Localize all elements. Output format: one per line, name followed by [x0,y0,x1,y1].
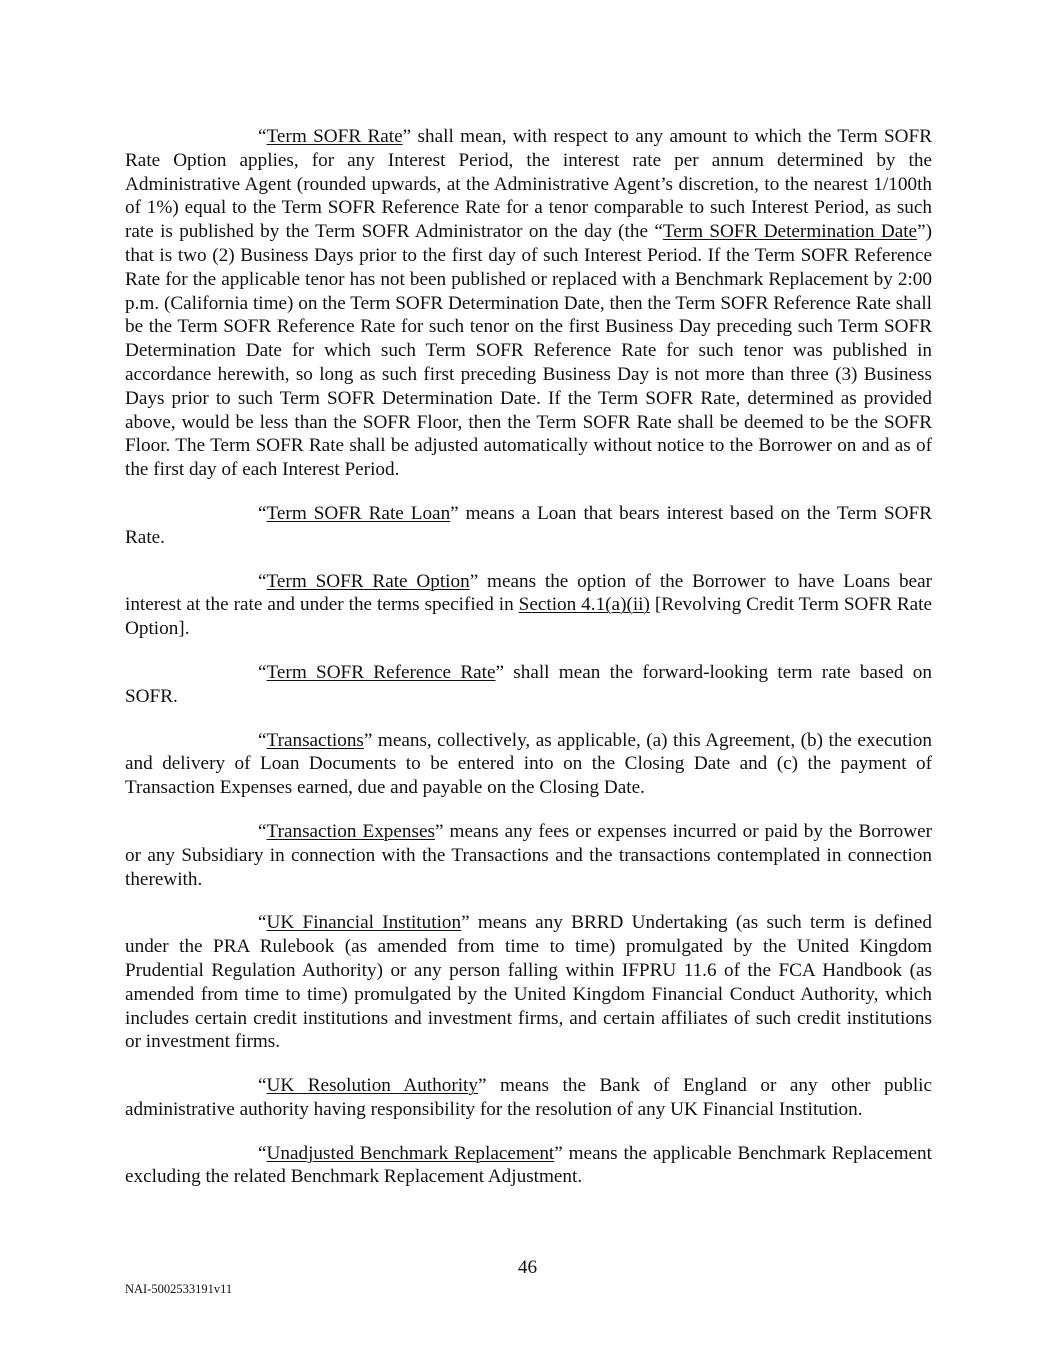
definition-transactions [125,729,932,800]
definition-transaction-expenses [125,820,932,891]
definition-text: ” means the applicable Benchmark Replacement excluding the related Benchmark Replacement Adjustment. [125,1142,932,1188]
definition-text: ” shall mean the forward-looking term rate based on SOFR. [125,661,932,707]
defined-term: Transactions [266,729,364,751]
defined-term: Term SOFR Rate [266,126,403,147]
section-reference: Section 4.1(a)(ii) [518,594,650,616]
definition-term-sofr-rate-option [125,570,932,641]
open-quote: “ [258,820,267,842]
definition-text: ” means, collectively, as applicable, (a) this Agreement, (b) the execution and delivery of Loan Documents to be entered into on the Closing Date and (c) the payment of Transaction Expenses earned, due and payable on the Closing Date. [125,729,932,799]
definition-text: ” means the option of the Borrower to have Loans bear interest at the rate and under the terms specified in [125,570,932,616]
definition-text-continued: [Revolving Credit Term SOFR Rate Option]. [125,594,932,640]
defined-term: UK Resolution Authority [266,1075,478,1097]
page-number: 46 [517,1257,538,1278]
defined-term: Term SOFR Reference Rate [266,661,496,683]
open-quote: “ [258,912,267,934]
definition-text: ” means any BRRD Undertaking (as such term is defined under the PRA Rulebook (as amended from time to time) promulgated by the United Kingdom Prudential Regulation Authority) or any person falling within IFPRU 11.6 of the FCA Handbook (as amended from time to time) promulgated by the United Kingdom Financial Conduct Authority, which includes certain credit institutions and investment firms, and certain affiliates of such credit institutions or investment firms. [125,912,933,1053]
open-quote: “ [258,502,267,524]
definition-term-sofr-rate [125,125,932,482]
defined-term: Term SOFR Rate Loan [266,502,451,524]
definition-text: ” means any fees or expenses incurred or paid by the Borrower or any Subsidiary in connection with the Transactions and the transactions contemplated in connection therewith. [125,820,932,890]
document-id: NAI-5002533191v11 [125,1282,233,1296]
definition-uk-resolution-authority [125,1074,932,1122]
defined-term: Transaction Expenses [266,820,435,842]
defined-term: Unadjusted Benchmark Replacement [266,1142,555,1164]
open-quote: “ [258,570,267,592]
definition-uk-financial-institution [125,911,932,1054]
definition-term-sofr-rate-loan [125,502,932,550]
inner-defined-term: Term SOFR Determination Date [662,221,918,243]
open-quote: “ [258,126,267,147]
open-quote: “ [258,1142,267,1164]
definition-text: ” means the Bank of England or any other public administrative authority having responsibility for the resolution of any UK Financial Institution. [125,1075,932,1120]
defined-term: UK Financial Institution [266,912,462,934]
definition-text: ” means a Loan that bears interest based on the Term SOFR Rate. [125,502,932,548]
definition-text: ” shall mean, with respect to any amount to which the Term SOFR Rate Option applies, for any Interest Period, the interest rate per annum determined by the Administrative Agent (rounded upwards, at the Administrative Agent’s discretion, to the nearest 1/100th of 1%) equal to the Term SOFR Reference Rate for a tenor comparable to such Interest Period, as such rate is published by the Term SOFR Administrator on the day (the “ [125,126,932,243]
defined-term: Term SOFR Rate Option [266,570,470,592]
open-quote: “ [258,661,267,683]
document-body [125,125,932,1209]
open-quote: “ [258,1075,267,1097]
open-quote: “ [258,729,267,751]
definition-unadjusted-benchmark-replacement [125,1142,932,1190]
definition-term-sofr-reference-rate [125,661,932,709]
definition-text-continued: ”) that is two (2) Business Days prior to the first day of such Interest Period. If the Term SOFR Reference Rate for the applicable tenor has not been published or replaced with a Benchmark Replacement by 2:00 p.m. (California time) on the Term SOFR Determination Date, then the Term SOFR Reference Rate shall be the Term SOFR Reference Rate for such tenor on the first Business Day preceding such Term SOFR Determination Date for which such Term SOFR Reference Rate for such tenor was published in accordance herewith, so long as such first preceding Business Day is not more than three (3) Business Days prior to such Term SOFR Determination Date. If the Term SOFR Rate, determined as provided above, would be less than the SOFR Floor, then the Term SOFR Rate shall be deemed to be the SOFR Floor. The Term SOFR Rate shall be adjusted automatically without notice to the Borrower on and as of the first day of each Interest Period. [125,221,932,481]
